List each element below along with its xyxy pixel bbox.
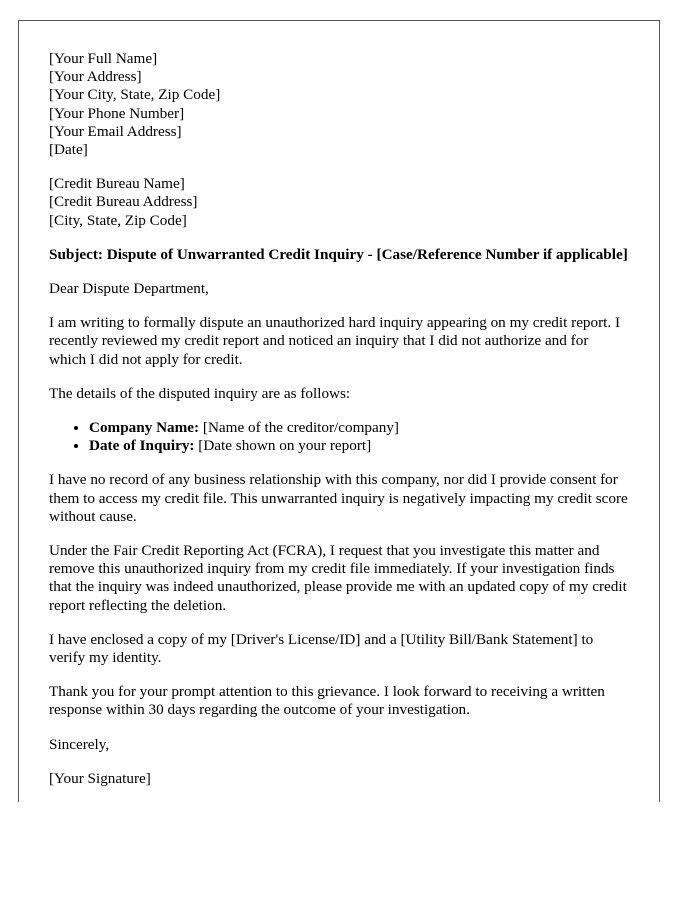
details-intro-paragraph: The details of the disputed inquiry are as follows: (49, 384, 351, 402)
company-name-label: Company Name: (89, 419, 200, 437)
intro-paragraph: I am writing to formally dispute an unauthorized hard inquiry appearing on my credit report. I recently reviewed my credit report and noticed an inquiry that I did not authorize and for which I did not apply for credit. (49, 314, 621, 368)
letter-date: [Date] (49, 141, 88, 159)
sender-name: [Your Full Name] (49, 50, 158, 67)
no-record-paragraph: I have no record of any business relationship with this company, nor did I provide consent for them to access my credit file. This unwarranted inquiry is negatively impacting my credit score without cause. (49, 471, 628, 525)
signature: [Your Signature] (49, 769, 151, 787)
sender-email: [Your Email Address] (49, 122, 182, 140)
inquiry-date-label: Date of Inquiry: (89, 437, 195, 455)
recipient-address: [Credit Bureau Address] (49, 193, 198, 211)
sender-address: [Your Address] (49, 68, 142, 86)
fcra-paragraph: Under the Fair Credit Reporting Act (FCRA), I request that you investigate this matter and remove this unauthorized inquiry from my credit file immediately. If your investigation finds that the inquiry was indeed unauthorized, please provide me with an updated copy of my credit report reflecting the deletion. (49, 542, 627, 614)
inquiry-details-list (49, 419, 629, 455)
salutation: Dear Dispute Department, (49, 280, 209, 298)
letter-page (18, 20, 660, 802)
inquiry-date-value: [Date shown on your report] (194, 437, 372, 455)
enclosures-paragraph: I have enclosed a copy of my [Driver's License/ID] and a [Utility Bill/Bank Statement] to verify my identity. (49, 630, 594, 667)
closing: Sincerely, (49, 735, 110, 753)
sender-phone: [Your Phone Number] (49, 104, 185, 122)
recipient-block (49, 175, 629, 230)
company-name-value: [Name of the creditor/company] (199, 419, 399, 437)
list-item (89, 419, 629, 437)
sender-city-state-zip: [Your City, State, Zip Code] (49, 86, 221, 104)
subject-line: Subject: Dispute of Unwarranted Credit Inquiry - [Case/Reference Number if applicable] (49, 245, 628, 263)
recipient-name: [Credit Bureau Name] (49, 175, 185, 193)
thanks-paragraph: Thank you for your prompt attention to this grievance. I look forward to receiving a written response within 30 days regarding the outcome of your investigation. (49, 683, 605, 719)
sender-block (49, 50, 629, 159)
recipient-city-state-zip: [City, State, Zip Code] (49, 211, 187, 229)
list-item (89, 437, 629, 455)
